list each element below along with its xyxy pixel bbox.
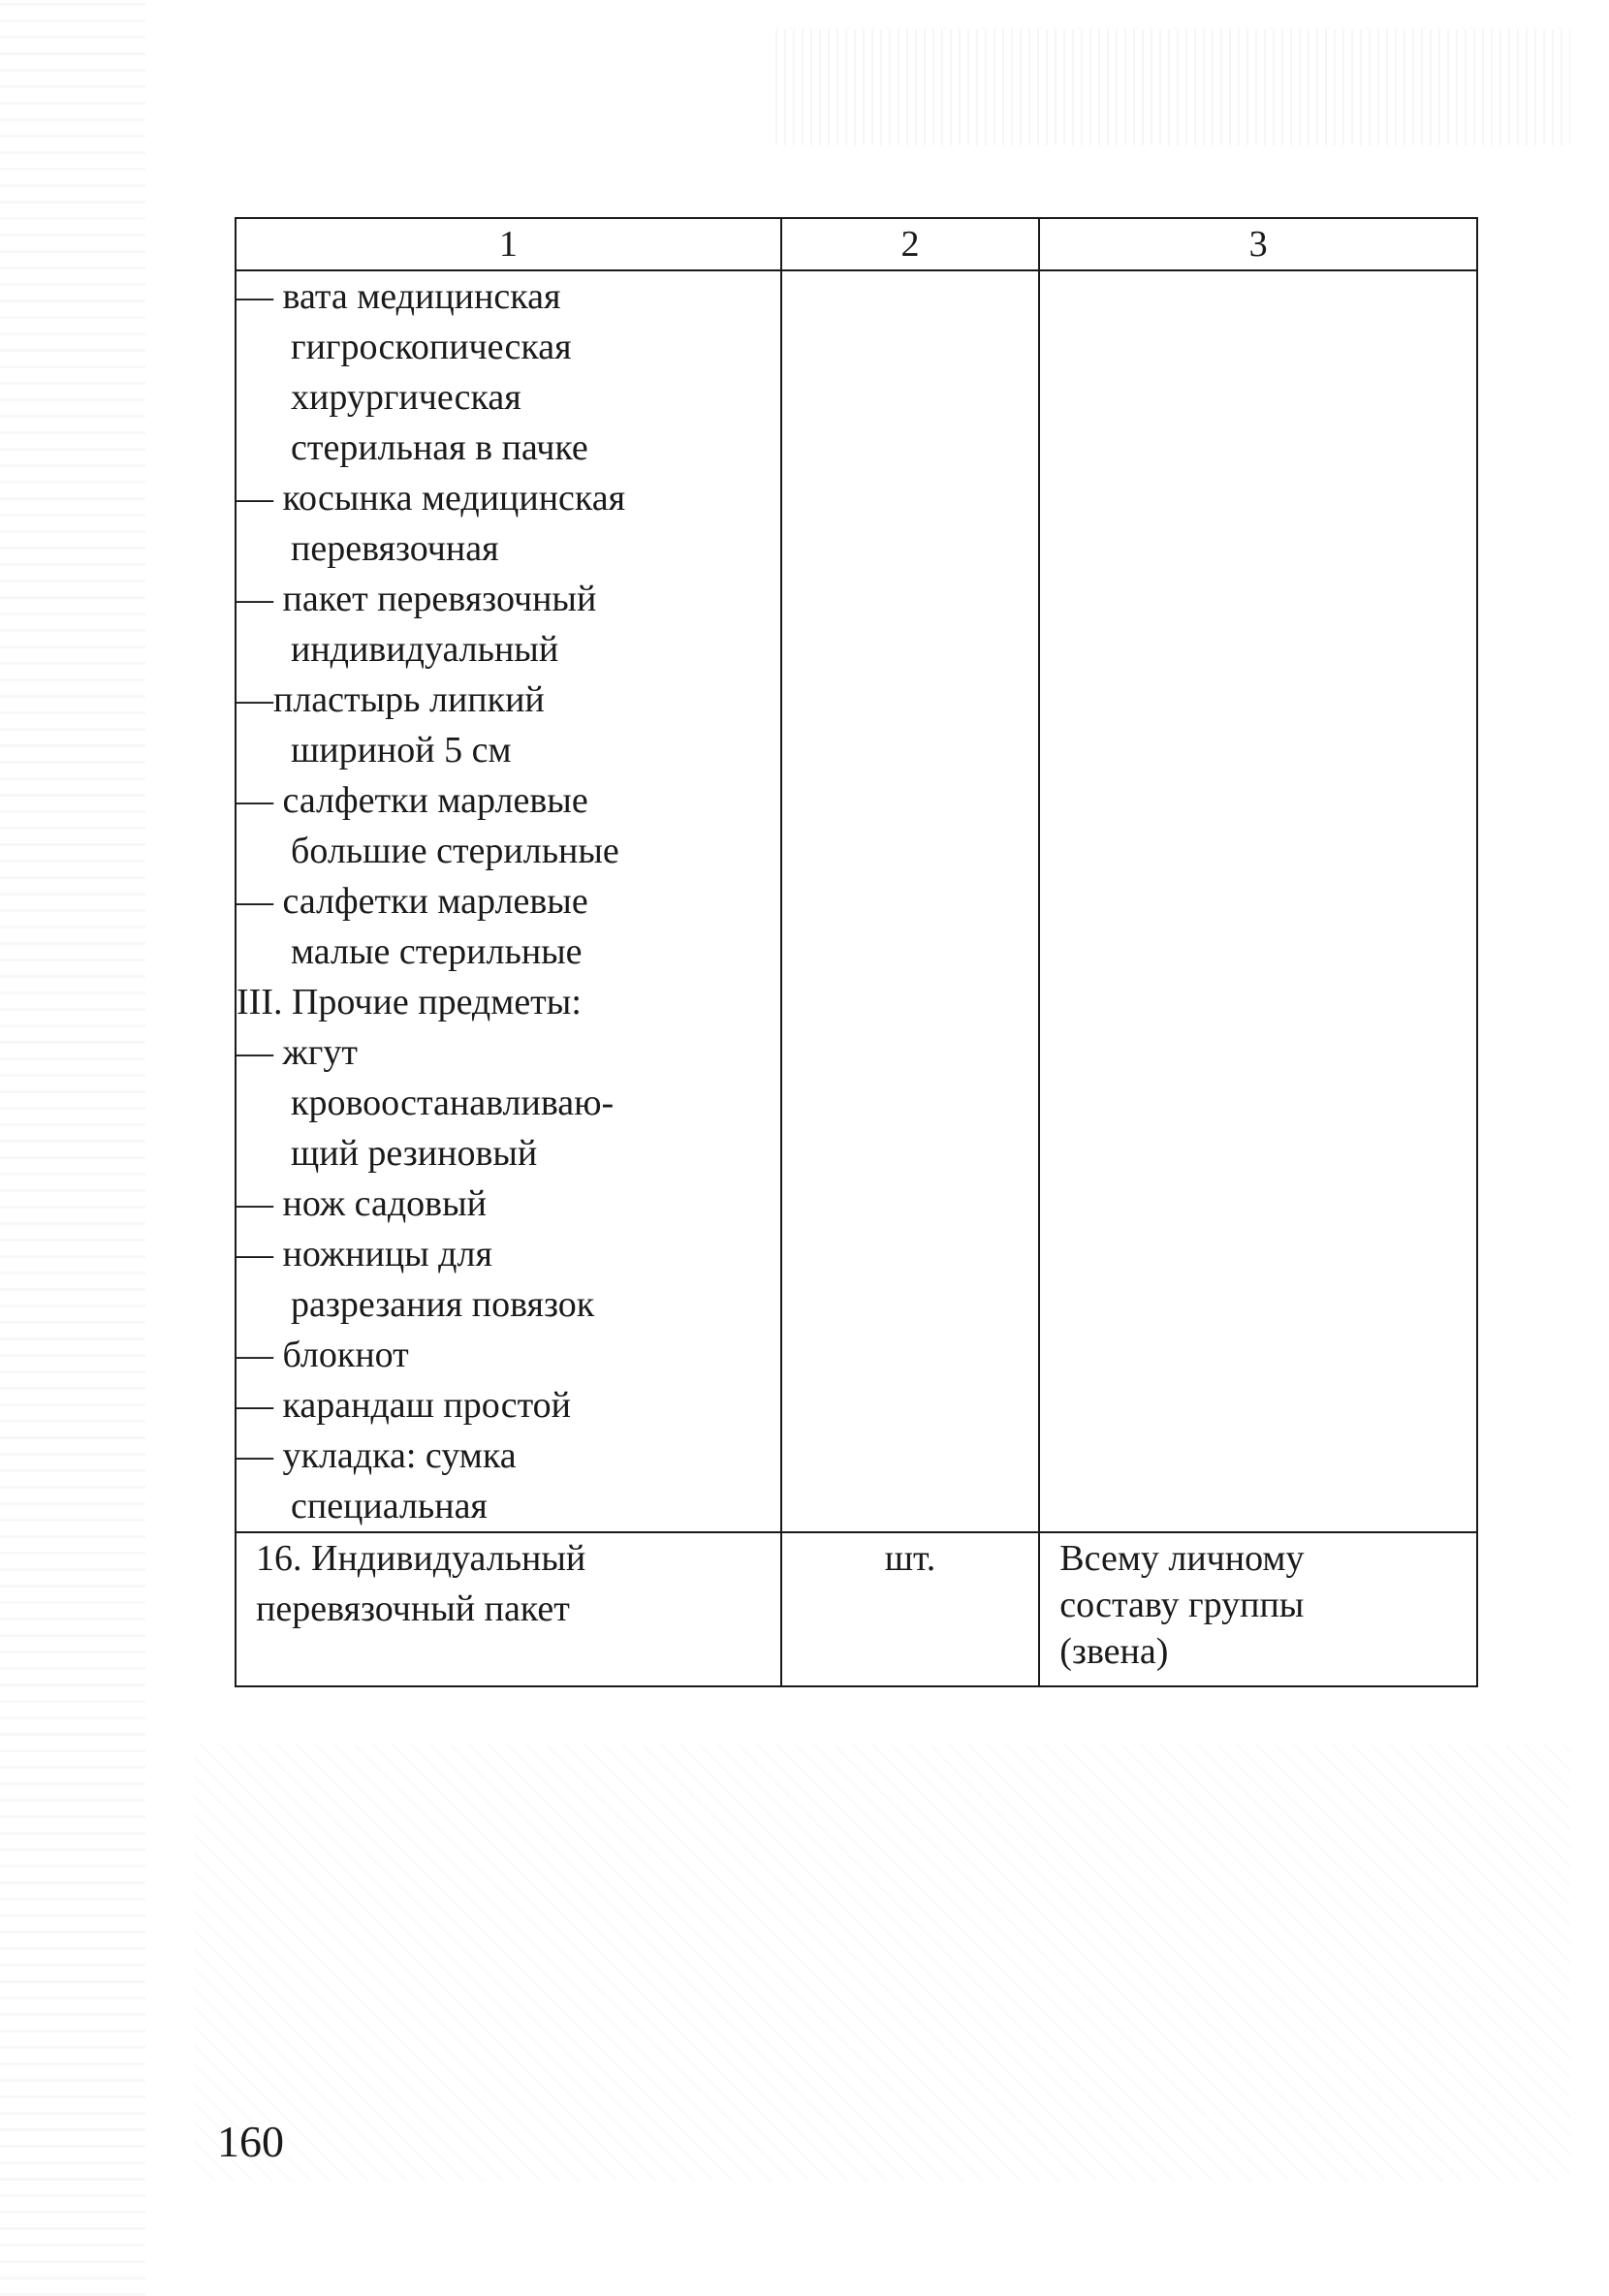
row16-unit-cell: шт. [781,1532,1039,1686]
row16-name-line: перевязочный пакет [256,1588,570,1629]
row16-note-line: составу группы [1059,1585,1305,1625]
list-item: — салфетки марлевые [237,780,588,821]
list-item: щий резиновый [291,1133,538,1174]
list-item: гигроскопическая [291,327,572,367]
list-item: — пакет перевязочный [237,579,597,619]
list-item: — карандаш простой [237,1385,572,1426]
equipment-table [235,217,1478,1687]
list-item: — ножницы для [237,1234,492,1274]
column-header-2: 2 [781,218,1039,270]
list-item: —пластырь липкий [237,679,545,720]
row16-name-line: 16. Индивидуальный [256,1538,586,1579]
list-item: — косынка медицинская [237,478,626,519]
list-item: — жгут [237,1032,358,1073]
list-item: малые стерильные [291,931,583,972]
list-item: индивидуальный [291,629,559,670]
list-item: III. Прочие предметы: [237,982,582,1022]
list-item: кровоостанавливаю- [291,1083,615,1123]
list-item: специальная [291,1486,488,1526]
row16-note-line: (звена) [1059,1631,1169,1672]
column-header-3: 3 [1039,218,1477,270]
scan-noise-bottom [194,1745,1570,2181]
table-row-items [236,270,1477,1532]
items-list-cell [236,270,781,1532]
list-item: разрезания повязок [291,1284,595,1325]
row16-note-line: Всему личному [1059,1538,1305,1579]
list-item: стерильная в пачке [291,427,588,468]
row16-note-cell [1039,1532,1477,1686]
scan-noise-left [0,0,145,2296]
items-note-cell [1039,270,1477,1532]
list-item: — нож садовый [237,1183,487,1224]
table-header-row [236,218,1477,270]
list-item: — укладка: сумка [237,1435,517,1476]
items-unit-cell [781,270,1039,1532]
list-item: перевязочная [291,528,499,569]
list-item: — блокнот [237,1335,409,1375]
list-item: большие стерильные [291,831,619,871]
page-number: 160 [217,2117,284,2166]
column-header-1: 1 [236,218,781,270]
row16-name-cell [236,1532,781,1686]
list-item: — вата медицинская [237,276,561,317]
list-item: — салфетки марлевые [237,881,588,922]
scan-noise-top [775,29,1570,145]
list-item: хирургическая [291,377,521,418]
list-item: шириной 5 см [291,730,512,771]
table-row-16 [236,1532,1477,1686]
